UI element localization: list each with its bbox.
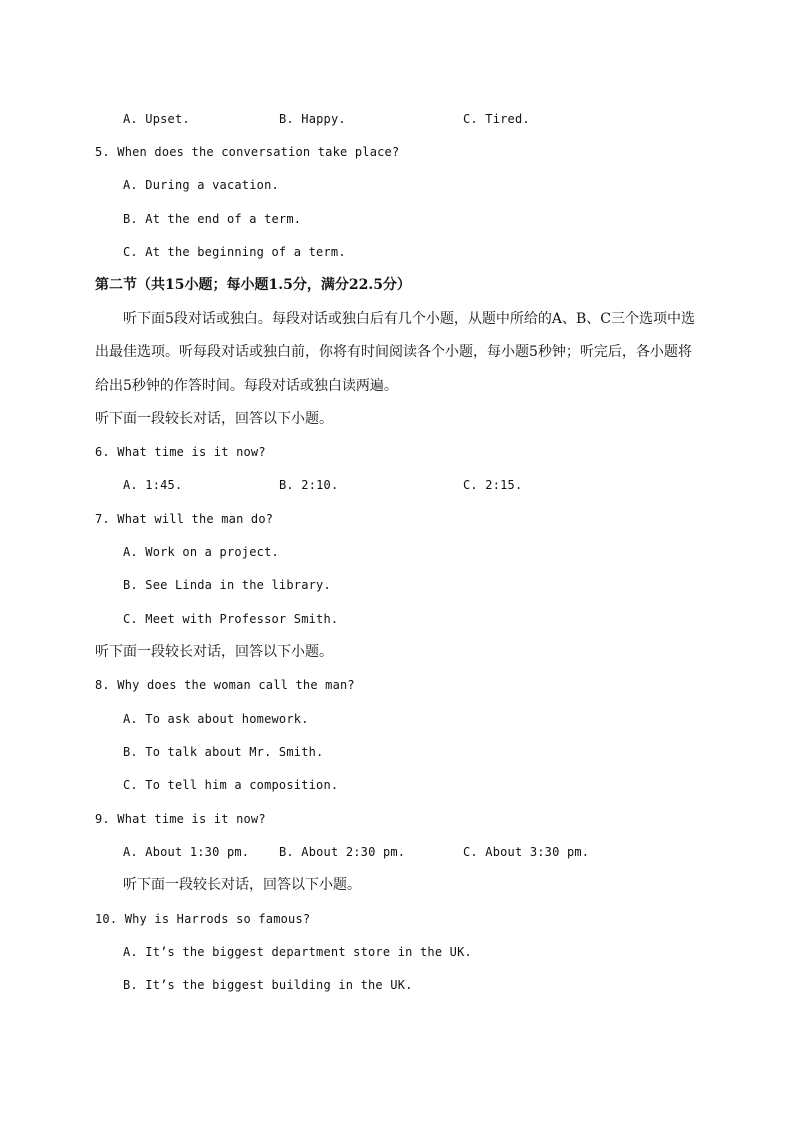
listening-prompt-2: 听下面一段较长对话，回答以下小题。 (95, 644, 333, 660)
q7-question: 7. What will the man do? (95, 512, 274, 526)
q5-question: 5. When does the conversation take place? (95, 145, 400, 159)
q6-option-c: C. 2:15. (463, 478, 523, 492)
q8-option-c: C. To tell him a composition. (123, 778, 339, 792)
q9-option-a: A. About 1:30 pm. (123, 845, 250, 859)
q10-option-a: A. It’s the biggest department store in the UK. (123, 945, 472, 959)
q5-option-b: B. At the end of a term. (123, 212, 302, 226)
q7-option-c: C. Meet with Professor Smith. (123, 612, 339, 626)
q9-question: 9. What time is it now? (95, 812, 266, 826)
q10-question: 10. Why is Harrods so famous? (95, 912, 311, 926)
q8-option-a: A. To ask about homework. (123, 712, 309, 726)
section2-heading: 第二节（共15小题；每小题1.5分，满分22.5分） (95, 277, 411, 293)
q7-option-b: B. See Linda in the library. (123, 578, 331, 592)
q4-option-a: A. Upset. (123, 112, 190, 126)
q6-option-a: A. 1:45. (123, 478, 183, 492)
q5-option-c: C. At the beginning of a term. (123, 245, 346, 259)
q8-option-b: B. To talk about Mr. Smith. (123, 745, 324, 759)
listening-prompt-1: 听下面一段较长对话，回答以下小题。 (95, 411, 333, 427)
q10-option-b: B. It’s the biggest building in the UK. (123, 978, 413, 992)
q7-option-a: A. Work on a project. (123, 545, 279, 559)
listening-prompt-3: 听下面一段较长对话，回答以下小题。 (123, 877, 361, 893)
q6-option-b: B. 2:10. (279, 478, 339, 492)
q9-option-c: C. About 3:30 pm. (463, 845, 590, 859)
section2-instructions-line3: 给出5秒钟的作答时间。每段对话或独白读两遍。 (95, 378, 398, 394)
q4-option-b: B. Happy. (279, 112, 346, 126)
q8-question: 8. Why does the woman call the man? (95, 678, 355, 692)
q4-option-c: C. Tired. (463, 112, 530, 126)
section2-instructions-line2: 出最佳选项。听每段对话或独白前，你将有时间阅读各个小题，每小题5秒钟；听完后，各小题将 (95, 344, 692, 360)
q6-question: 6. What time is it now? (95, 445, 266, 459)
q5-option-a: A. During a vacation. (123, 178, 279, 192)
section2-instructions-line1: 听下面5段对话或独白。每段对话或独白后有几个小题，从题中所给的A、B、C三个选项中选 (123, 311, 696, 327)
q9-option-b: B. About 2:30 pm. (279, 845, 406, 859)
